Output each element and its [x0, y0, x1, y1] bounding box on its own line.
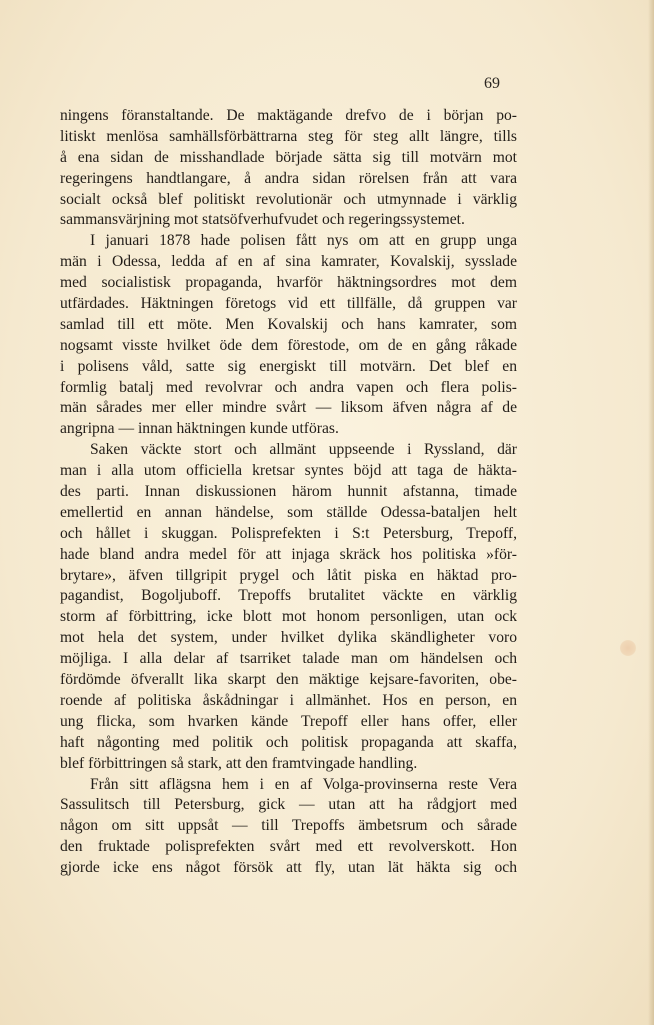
- text-line: möjliga. I alla delar af tsarriket talade man om händelsen och: [60, 650, 517, 668]
- text-line: den fruktade polisprefekten svårt med ett revolverskott. Hon: [60, 838, 517, 856]
- text-line: män sårades mer eller mindre svårt — liksom äfven några af de: [60, 399, 517, 417]
- text-line: ung flicka, som hvarken kände Trepoff eller hans offer, eller: [60, 712, 517, 730]
- text-line: brytare», äfven tillgripit prygel och låtit piska en häktad pro-: [60, 566, 517, 584]
- text-line: mot hela det system, under hvilket dylika skändligheter voro: [60, 629, 517, 647]
- text-line: pagandist, Bogoljuboff. Trepoffs brutalitet väckte en värklig: [60, 587, 517, 605]
- body-text: [60, 106, 517, 879]
- text-line: hade bland andra medel för att injaga skräck hos politiska »för-: [60, 545, 517, 563]
- text-line: socialt också blef politiskt revolutionär och utmynnade i värklig: [60, 190, 517, 208]
- text-line: i polisens våld, satte sig energiskt till motvärn. Det blef en: [60, 357, 517, 375]
- paper-stain: [620, 640, 636, 656]
- text-line: med socialistisk propaganda, hvarför häktningsordres mot dem: [60, 274, 517, 292]
- text-line: samlad till ett möte. Men Kovalskij och hans kamrater, som: [60, 315, 517, 333]
- text-line: å ena sidan de misshandlade började sätta sig till motvärn mot: [60, 148, 517, 166]
- text-line: litiskt menlösa samhällsförbättrarna steg för steg allt längre, tills: [60, 127, 517, 145]
- text-line: I januari 1878 hade polisen fått nys om att en grupp unga: [90, 232, 517, 250]
- text-line: Från sitt aflägsna hem i en af Volga-provinserna reste Vera: [90, 775, 517, 793]
- text-line: formlig batalj med revolvrar och andra vapen och flera polis-: [60, 378, 517, 396]
- text-line: någon om sitt uppsåt — till Trepoffs ämbetsrum och sårade: [60, 817, 517, 835]
- text-line: roende af politiska åskådningar i allmänhet. Hos en person, en: [60, 691, 517, 709]
- text-line: och hållet i skuggan. Polisprefekten i S:t Petersburg, Trepoff,: [60, 524, 517, 542]
- text-line: fördömde öfverallt lika skarpt den mäktige kejsare-favoriten, obe-: [60, 671, 517, 689]
- text-line: utfärdades. Häktningen företogs vid ett tillfälle, då gruppen var: [60, 295, 517, 313]
- text-line: des parti. Innan diskussionen härom hunnit afstanna, timade: [60, 483, 517, 501]
- text-line: män i Odessa, ledda af en af sina kamrater, Kovalskij, sysslade: [60, 253, 517, 271]
- text-line: haft någonting med politik och politisk propaganda att skaffa,: [60, 733, 517, 751]
- text-line: ningens föranstaltande. De maktägande drefvo de i början po-: [60, 107, 517, 124]
- text-line: angripna — innan häktningen kunde utföras.: [60, 420, 339, 438]
- text-line: Saken väckte stort och allmänt uppseende i Ryssland, där: [90, 441, 517, 459]
- text-line: storm af förbittring, icke blott mot honom personligen, utan ock: [60, 608, 517, 626]
- text-line: emellertid en annan händelse, som ställde Odessa-bataljen helt: [60, 503, 517, 521]
- text-line: blef förbittringen så stark, att den framtvingade handling.: [60, 754, 418, 772]
- text-line: gjorde icke ens något försök att fly, utan lät häkta sig och: [60, 859, 517, 877]
- text-line: man i alla utom officiella kretsar syntes böjd att taga de häkta-: [60, 462, 517, 480]
- text-line: Sassulitsch till Petersburg, gick — utan att ha rådgjort med: [60, 796, 517, 814]
- text-line: sammansvärjning mot statsöfverhufvudet och regeringssystemet.: [60, 211, 465, 229]
- text-line: nogsamt visste hvilket öde dem förestode, om de en gång råkade: [60, 336, 517, 354]
- text-line: regeringens handtlangare, å andra sidan rörelsen från att vara: [60, 169, 517, 187]
- page-number: 69: [484, 75, 500, 92]
- page-edge-shadow: [648, 0, 654, 1025]
